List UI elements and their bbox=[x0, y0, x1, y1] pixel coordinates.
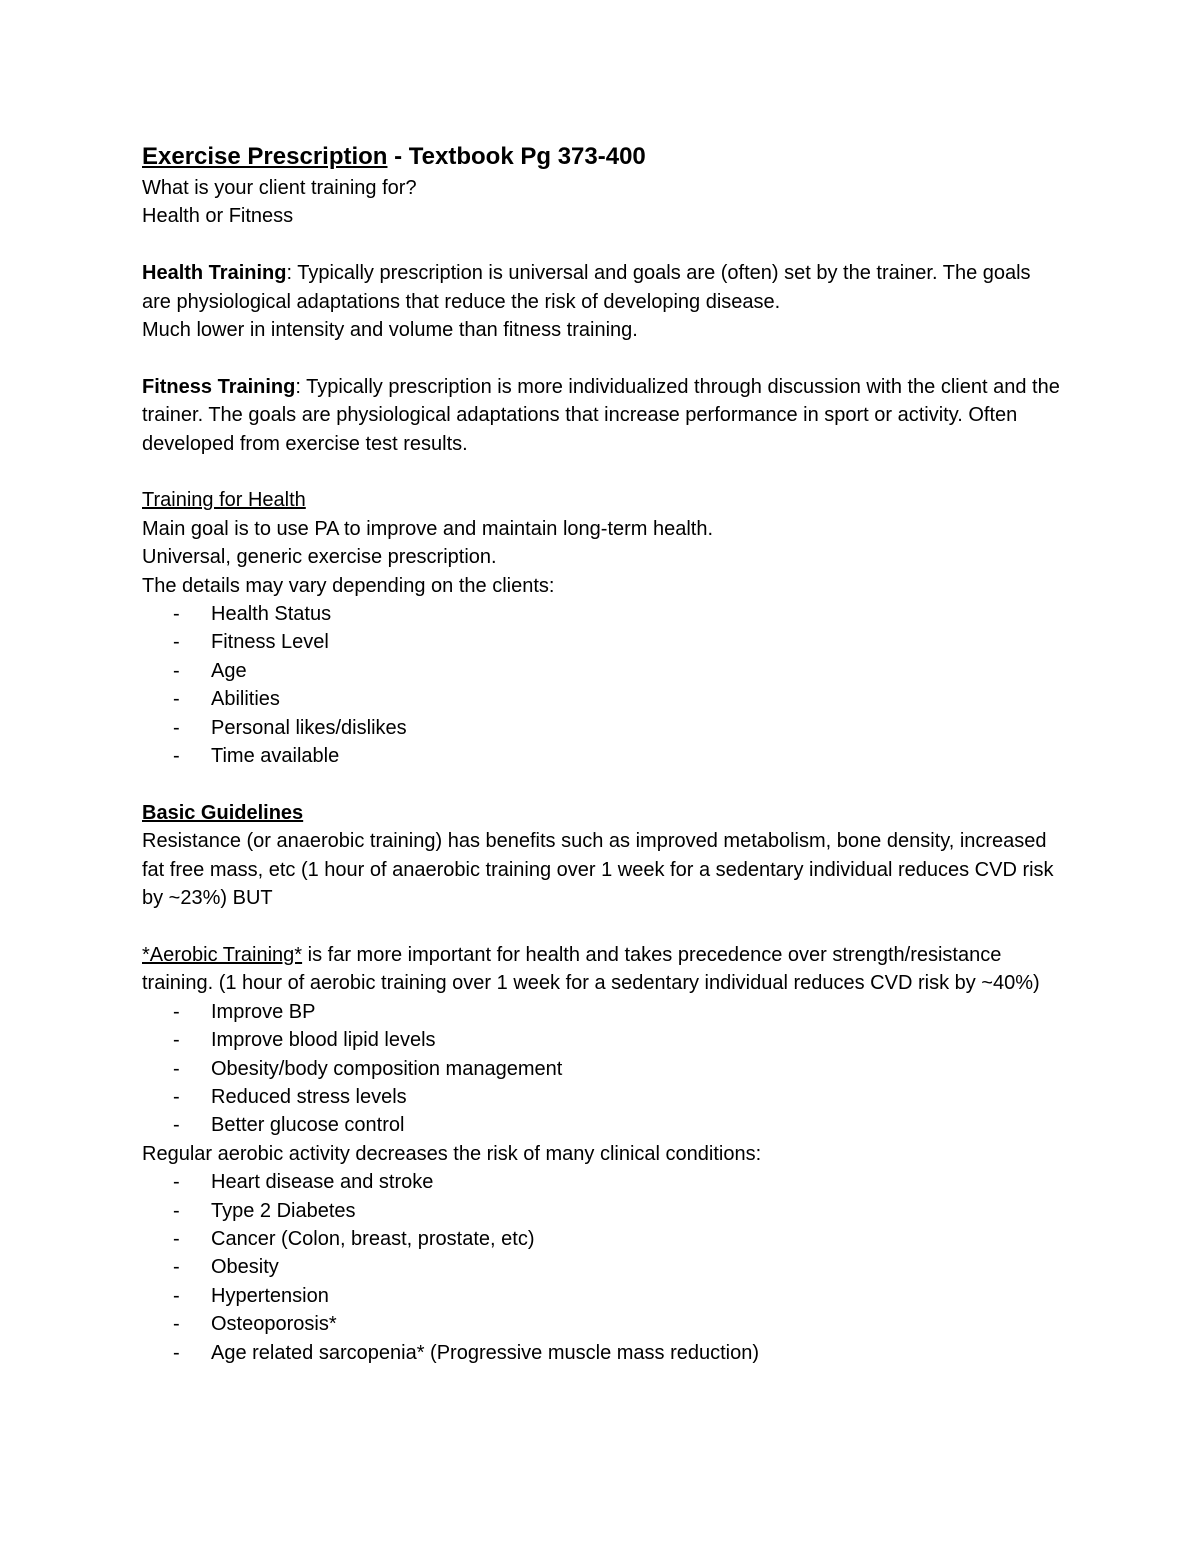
intro-options: Health or Fitness bbox=[142, 205, 294, 228]
blank-line bbox=[142, 458, 1062, 486]
list-item bbox=[142, 628, 1062, 656]
dash-bullet: - bbox=[173, 688, 180, 711]
dash-bullet: - bbox=[173, 631, 180, 654]
dash-bullet: - bbox=[173, 1057, 180, 1080]
dash-bullet: - bbox=[173, 1000, 180, 1023]
list-item-text: Cancer (Colon, breast, prostate, etc) bbox=[211, 1227, 535, 1250]
basic-guidelines-heading: Basic Guidelines bbox=[142, 801, 304, 824]
dash-bullet: - bbox=[173, 745, 180, 768]
dash-bullet: - bbox=[173, 1256, 180, 1279]
dash-bullet: - bbox=[173, 1114, 180, 1137]
dash-bullet: - bbox=[173, 603, 180, 626]
list-item-text: Abilities bbox=[211, 688, 280, 711]
client-details-list bbox=[142, 600, 1062, 770]
list-item-text: Age related sarcopenia* (Progressive muscle mass reduction) bbox=[211, 1341, 760, 1364]
list-item-text: Better glucose control bbox=[211, 1114, 405, 1137]
list-item bbox=[142, 1253, 1062, 1281]
aerobic-text: is far more important for health and takes precedence over strength/resistance training. (1 hour of aerobic training over 1 week for a sedentary individual reduces CVD risk by ~40%) bbox=[142, 943, 1040, 995]
list-item-text: Health Status bbox=[211, 603, 332, 626]
list-item bbox=[142, 1083, 1062, 1111]
list-item-text: Obesity bbox=[211, 1256, 279, 1279]
dash-bullet: - bbox=[173, 1341, 180, 1364]
list-item bbox=[142, 1310, 1062, 1338]
training-for-health-heading: Training for Health bbox=[142, 489, 306, 512]
blank-line bbox=[142, 344, 1062, 372]
list-item-text: Osteoporosis* bbox=[211, 1313, 337, 1336]
list-item bbox=[142, 1055, 1062, 1083]
fitness-training-label: Fitness Training bbox=[142, 375, 296, 398]
conditions-intro: Regular aerobic activity decreases the risk of many clinical conditions: bbox=[142, 1142, 762, 1165]
clinical-conditions-list bbox=[142, 1168, 1062, 1367]
list-item bbox=[142, 998, 1062, 1026]
list-item bbox=[142, 1339, 1062, 1367]
dash-bullet: - bbox=[173, 1171, 180, 1194]
list-item bbox=[142, 1168, 1062, 1196]
list-item bbox=[142, 1282, 1062, 1310]
fitness-training-text: : Typically prescription is more individualized through discussion with the client and the trainer. The goals are physiological adaptations that increase performance in sport or activity. Often developed from exercise test results. bbox=[142, 375, 1060, 455]
list-item bbox=[142, 1225, 1062, 1253]
training-for-health-line1: Main goal is to use PA to improve and maintain long-term health. bbox=[142, 517, 714, 540]
list-item-text: Heart disease and stroke bbox=[211, 1171, 434, 1194]
list-item-text: Improve BP bbox=[211, 1000, 316, 1023]
health-training-paragraph bbox=[142, 259, 1062, 316]
aerobic-label: *Aerobic Training* bbox=[142, 943, 303, 966]
list-item-text: Obesity/body composition management bbox=[211, 1057, 563, 1080]
health-training-label: Health Training bbox=[142, 262, 287, 285]
dash-bullet: - bbox=[173, 1085, 180, 1108]
list-item-text: Hypertension bbox=[211, 1284, 329, 1307]
dash-bullet: - bbox=[173, 1284, 180, 1307]
aerobic-benefits-list bbox=[142, 998, 1062, 1140]
list-item bbox=[142, 600, 1062, 628]
aerobic-paragraph bbox=[142, 941, 1062, 998]
blank-line bbox=[142, 913, 1062, 941]
fitness-training-paragraph bbox=[142, 373, 1062, 458]
dash-bullet: - bbox=[173, 1313, 180, 1336]
list-item bbox=[142, 1111, 1062, 1139]
list-item bbox=[142, 1197, 1062, 1225]
dash-bullet: - bbox=[173, 716, 180, 739]
list-item bbox=[142, 685, 1062, 713]
training-for-health-line2: Universal, generic exercise prescription. bbox=[142, 546, 497, 569]
dash-bullet: - bbox=[173, 1029, 180, 1052]
dash-bullet: - bbox=[173, 1227, 180, 1250]
title-suffix: - Textbook Pg 373-400 bbox=[387, 143, 646, 170]
blank-line bbox=[142, 231, 1062, 259]
list-item-text: Age bbox=[211, 659, 247, 682]
dash-bullet: - bbox=[173, 659, 180, 682]
list-item-text: Fitness Level bbox=[211, 631, 329, 654]
list-item-text: Personal likes/dislikes bbox=[211, 716, 407, 739]
basic-guidelines-text: Resistance (or anaerobic training) has benefits such as improved metabolism, bone density, increased fat free mass, etc (1 hour of anaerobic training over 1 week for a sedentary individual reduces CVD risk by ~23%) BUT bbox=[142, 830, 1054, 910]
list-item-text: Improve blood lipid levels bbox=[211, 1029, 436, 1052]
list-item-text: Time available bbox=[211, 745, 340, 768]
document-title bbox=[142, 140, 1062, 174]
list-item-text: Type 2 Diabetes bbox=[211, 1199, 356, 1222]
title-main: Exercise Prescription bbox=[142, 143, 388, 170]
list-item bbox=[142, 714, 1062, 742]
dash-bullet: - bbox=[173, 1199, 180, 1222]
intro-question: What is your client training for? bbox=[142, 177, 417, 199]
list-item-text: Reduced stress levels bbox=[211, 1085, 407, 1108]
list-item bbox=[142, 742, 1062, 770]
blank-line bbox=[142, 770, 1062, 798]
training-for-health-line3: The details may vary depending on the clients: bbox=[142, 574, 555, 597]
health-training-text2: Much lower in intensity and volume than fitness training. bbox=[142, 319, 638, 342]
health-training-text: : Typically prescription is universal and goals are (often) set by the trainer. The goals are physiological adaptations that reduce the risk of developing disease. bbox=[142, 262, 1031, 313]
list-item bbox=[142, 657, 1062, 685]
list-item bbox=[142, 1026, 1062, 1054]
document-page bbox=[142, 140, 1062, 1367]
